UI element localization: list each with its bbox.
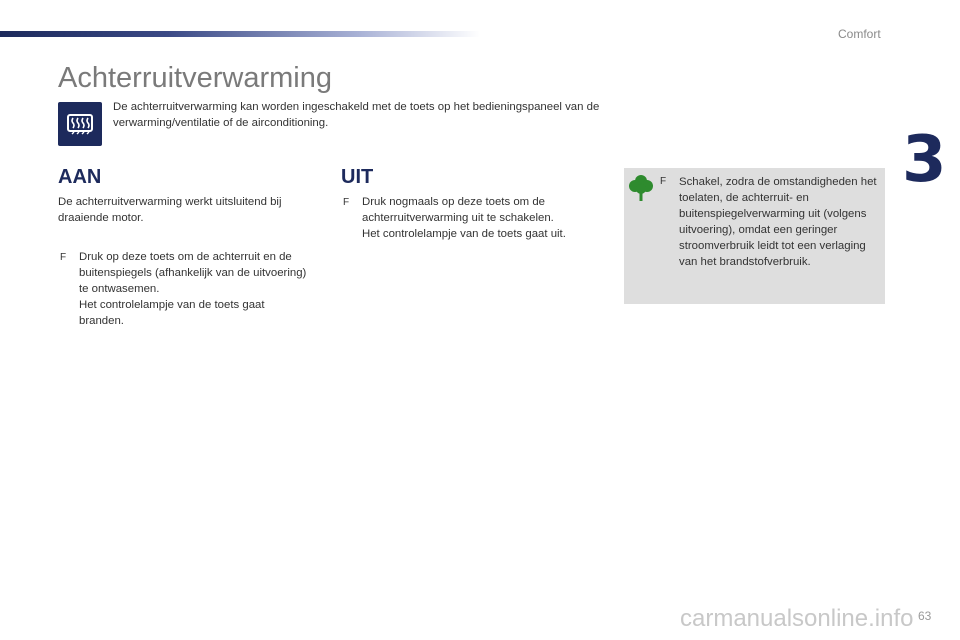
page-title: Achterruitverwarming (58, 62, 332, 94)
heading-aan: AAN (58, 166, 102, 188)
eco-note-text: Schakel, zodra de omstandigheden het toelaten, de achterruit- en buitenspiegelverwarming uit (volgens uitvoering), omdat een geringer stroomverbruik leidt tot een verlaging van het brandstofverbruik. (679, 176, 877, 268)
page-number: 63 (918, 609, 932, 623)
intro-text: De achterruitverwarming kan worden ingeschakeld met de toets op het bedieningspaneel van de verwarming/ventilatie of de airconditioning. (113, 101, 600, 129)
heading-uit: UIT (341, 166, 374, 188)
checkbox-bullet-icon: F (60, 252, 67, 263)
checkbox-bullet-icon: F (343, 197, 350, 208)
eco-note-box (624, 168, 885, 304)
uit-step: Druk nogmaals op deze toets om de achterruitverwarming uit te schakelen. Het controlelampje van de toets gaat uit. (362, 196, 566, 240)
watermark: carmanualsonline.info (680, 605, 914, 632)
tree-icon (628, 173, 654, 203)
rear-window-defrost-icon (58, 102, 102, 146)
header-gradient-bar (0, 31, 480, 37)
aan-step: Druk op deze toets om de achterruit en de buitenspiegels (afhankelijk van de uitvoering) te ontwasemen. Het controlelampje van de toets gaat branden. (79, 251, 307, 327)
chapter-number: 3 (902, 123, 947, 197)
aan-description: De achterruitverwarming werkt uitsluitend bij draaiende motor. (58, 196, 282, 224)
checkbox-bullet-icon: F (660, 176, 667, 187)
section-label: Comfort (838, 27, 881, 41)
